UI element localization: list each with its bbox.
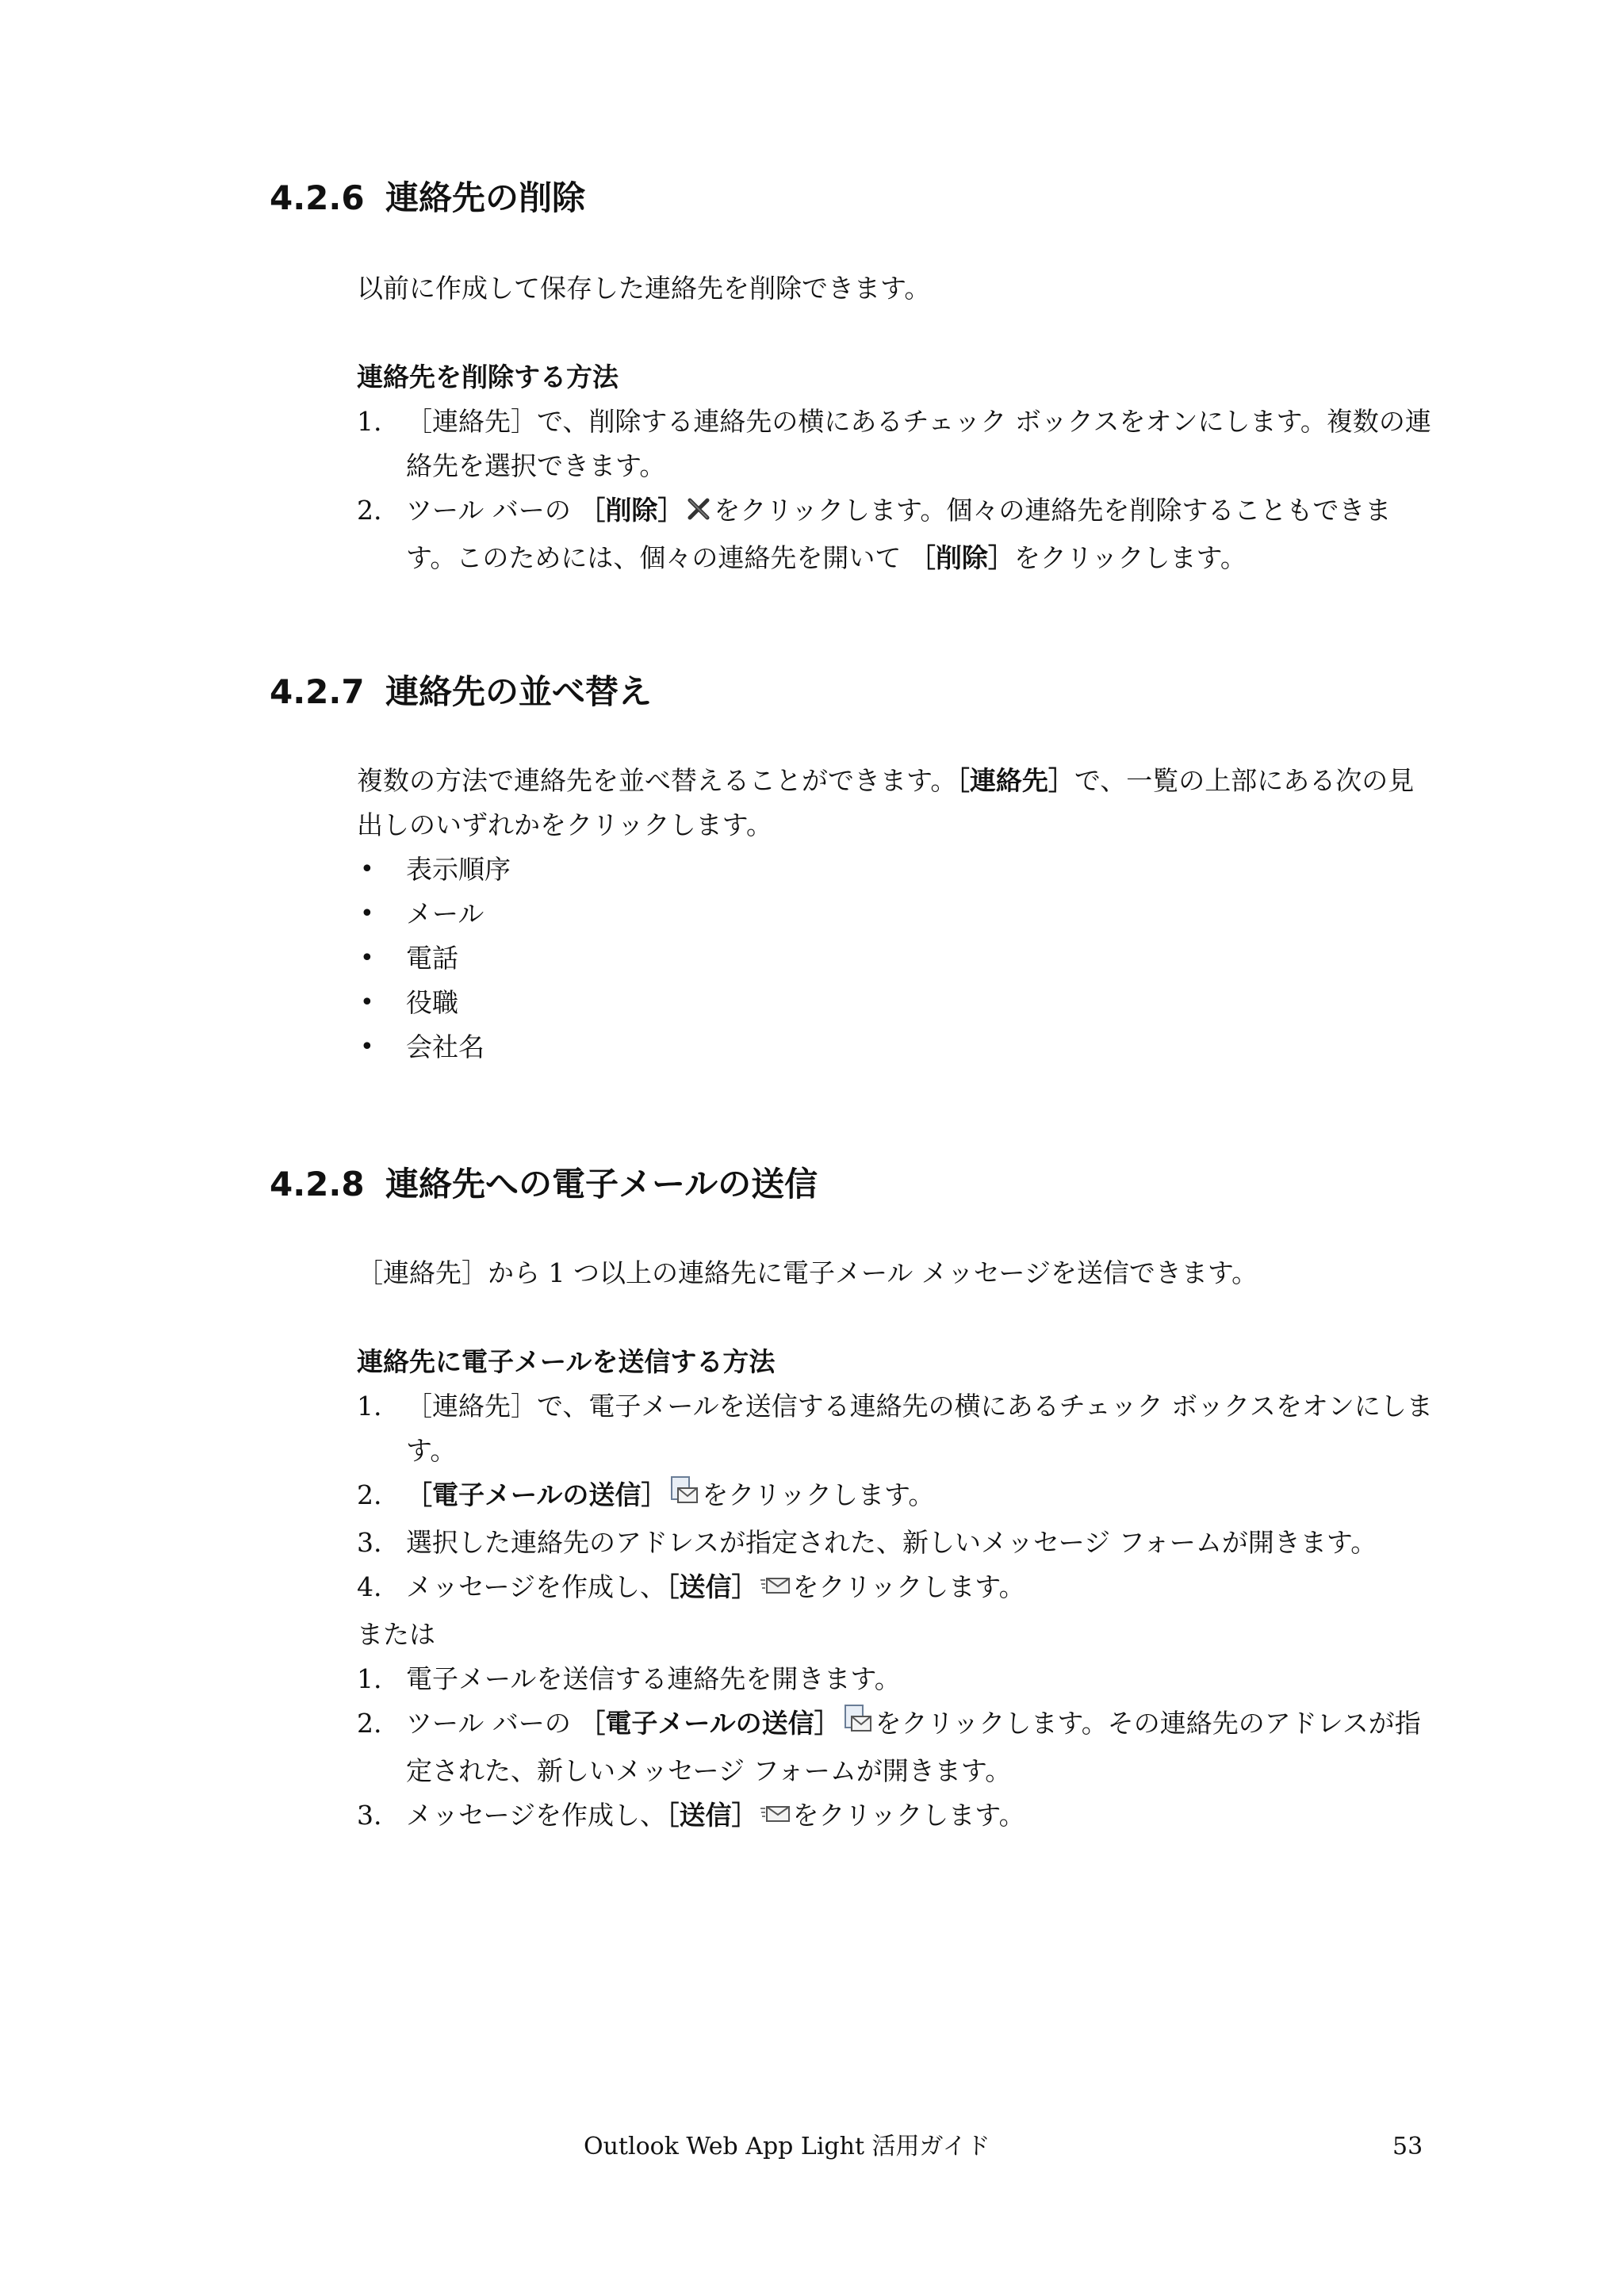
bullet: • [360, 989, 374, 1016]
list-item [357, 981, 1435, 1025]
section-number: 4.2.8 [270, 1165, 365, 1203]
step-text: をクリックします。 [792, 1571, 1025, 1602]
list-number: 3. [357, 1527, 382, 1558]
ui-label: ［連絡先］ [956, 765, 1074, 796]
send-icon [760, 1568, 791, 1613]
list-number: 2. [357, 495, 382, 526]
bullet: • [360, 855, 374, 883]
list-number: 4. [357, 1571, 382, 1602]
page-number: 53 [1392, 2133, 1423, 2160]
or-label: または [357, 1619, 435, 1650]
paragraph [357, 759, 1435, 848]
section-title: 連絡先への電子メールの送信 [385, 1165, 818, 1203]
list-item [357, 1565, 1435, 1613]
step-text: メッセージを作成し、 [406, 1571, 667, 1602]
ui-label: ［電子メールの送信］ [579, 1708, 841, 1739]
section-heading [270, 1162, 818, 1207]
step-text: メッセージを作成し、 [406, 1800, 667, 1831]
bullet: • [360, 944, 374, 972]
list-number: 1. [357, 1391, 382, 1422]
section-heading [270, 670, 652, 714]
step-text: ［連絡先］で、削除する連絡先の横にあるチェック ボックスをオンにします。複数の連絡先を選択できます。 [406, 406, 1431, 481]
list-item [357, 1521, 1435, 1565]
list-number: 1. [357, 406, 382, 437]
list-number: 2. [357, 1708, 382, 1739]
list-number: 2. [357, 1479, 382, 1510]
step-text: ツール バーの [406, 495, 580, 526]
paragraph-text: 複数の方法で連絡先を並べ替えることができます。 [357, 765, 957, 796]
list-item [357, 400, 1435, 488]
delete-x-icon [685, 492, 712, 536]
paragraph: 以前に作成して保存した連絡先を削除できます。 [357, 273, 931, 304]
step-text: をクリックします。個々の連絡先を削除することもできます。このためには、個々の連絡先を開いて [406, 495, 1392, 573]
footer-title: Outlook Web App Light 活用ガイド [584, 2133, 990, 2160]
bullet-text: 表示順序 [406, 854, 511, 885]
ui-label: ［送信］ [666, 1571, 758, 1602]
bullet-text: 電話 [406, 943, 458, 974]
procedure-title: 連絡先に電子メールを送信する方法 [357, 1346, 776, 1377]
section-title: 連絡先の削除 [385, 178, 586, 217]
list-item [357, 1701, 1435, 1793]
step-text: をクリックします。その連絡先のアドレスが指定された、新しいメッセージ フォームが開きます。 [406, 1708, 1421, 1786]
bullet-text: 役職 [406, 987, 458, 1018]
list-item [357, 848, 1435, 892]
list-number: 3. [357, 1800, 382, 1831]
paragraph: ［連絡先］から 1 つ以上の連絡先に電子メール メッセージを送信できます。 [357, 1257, 1258, 1288]
ui-label: ［削除］ [579, 495, 684, 526]
step-text: ツール バーの [406, 1708, 580, 1739]
paragraph-text: で、一覧の上部にある次の見出しのいずれかをクリックします。 [357, 765, 1415, 840]
step-text: をクリックします。 [702, 1479, 935, 1510]
list-number: 1. [357, 1663, 382, 1694]
list-item [357, 892, 1435, 936]
section-number: 4.2.7 [270, 672, 365, 711]
ui-label: ［削除］ [909, 542, 1014, 573]
step-text: 選択した連絡先のアドレスが指定された、新しいメッセージ フォームが開きます。 [406, 1527, 1377, 1558]
list-item [357, 1793, 1435, 1841]
bullet-text: 会社名 [406, 1031, 485, 1062]
section-title: 連絡先の並べ替え [385, 672, 653, 711]
list-item [357, 488, 1435, 580]
step-text: をクリックします。 [1013, 542, 1247, 573]
step-text: 電子メールを送信する連絡先を開きます。 [406, 1663, 901, 1694]
section-body [357, 1251, 1435, 1841]
list-item [357, 1025, 1435, 1070]
step-text: をクリックします。 [792, 1800, 1025, 1831]
list-item [357, 1384, 1435, 1473]
ui-label: ［電子メールの送信］ [406, 1479, 668, 1510]
list-item [357, 1657, 1435, 1701]
new-email-icon [668, 1475, 700, 1521]
procedure-title: 連絡先を削除する方法 [357, 362, 619, 392]
bullet: • [360, 1033, 374, 1061]
section-body [357, 266, 1435, 580]
list-item [357, 936, 1435, 981]
section-number: 4.2.6 [270, 178, 365, 217]
list-item [357, 1473, 1435, 1521]
send-icon [760, 1797, 791, 1841]
bullet: • [360, 900, 374, 928]
step-text: ［連絡先］で、電子メールを送信する連絡先の横にあるチェック ボックスをオンにします。 [406, 1391, 1433, 1466]
section-body [357, 759, 1435, 1070]
bullet-text: メール [406, 898, 485, 929]
section-heading [270, 176, 585, 220]
new-email-icon [842, 1704, 874, 1749]
ui-label: ［送信］ [666, 1800, 758, 1831]
